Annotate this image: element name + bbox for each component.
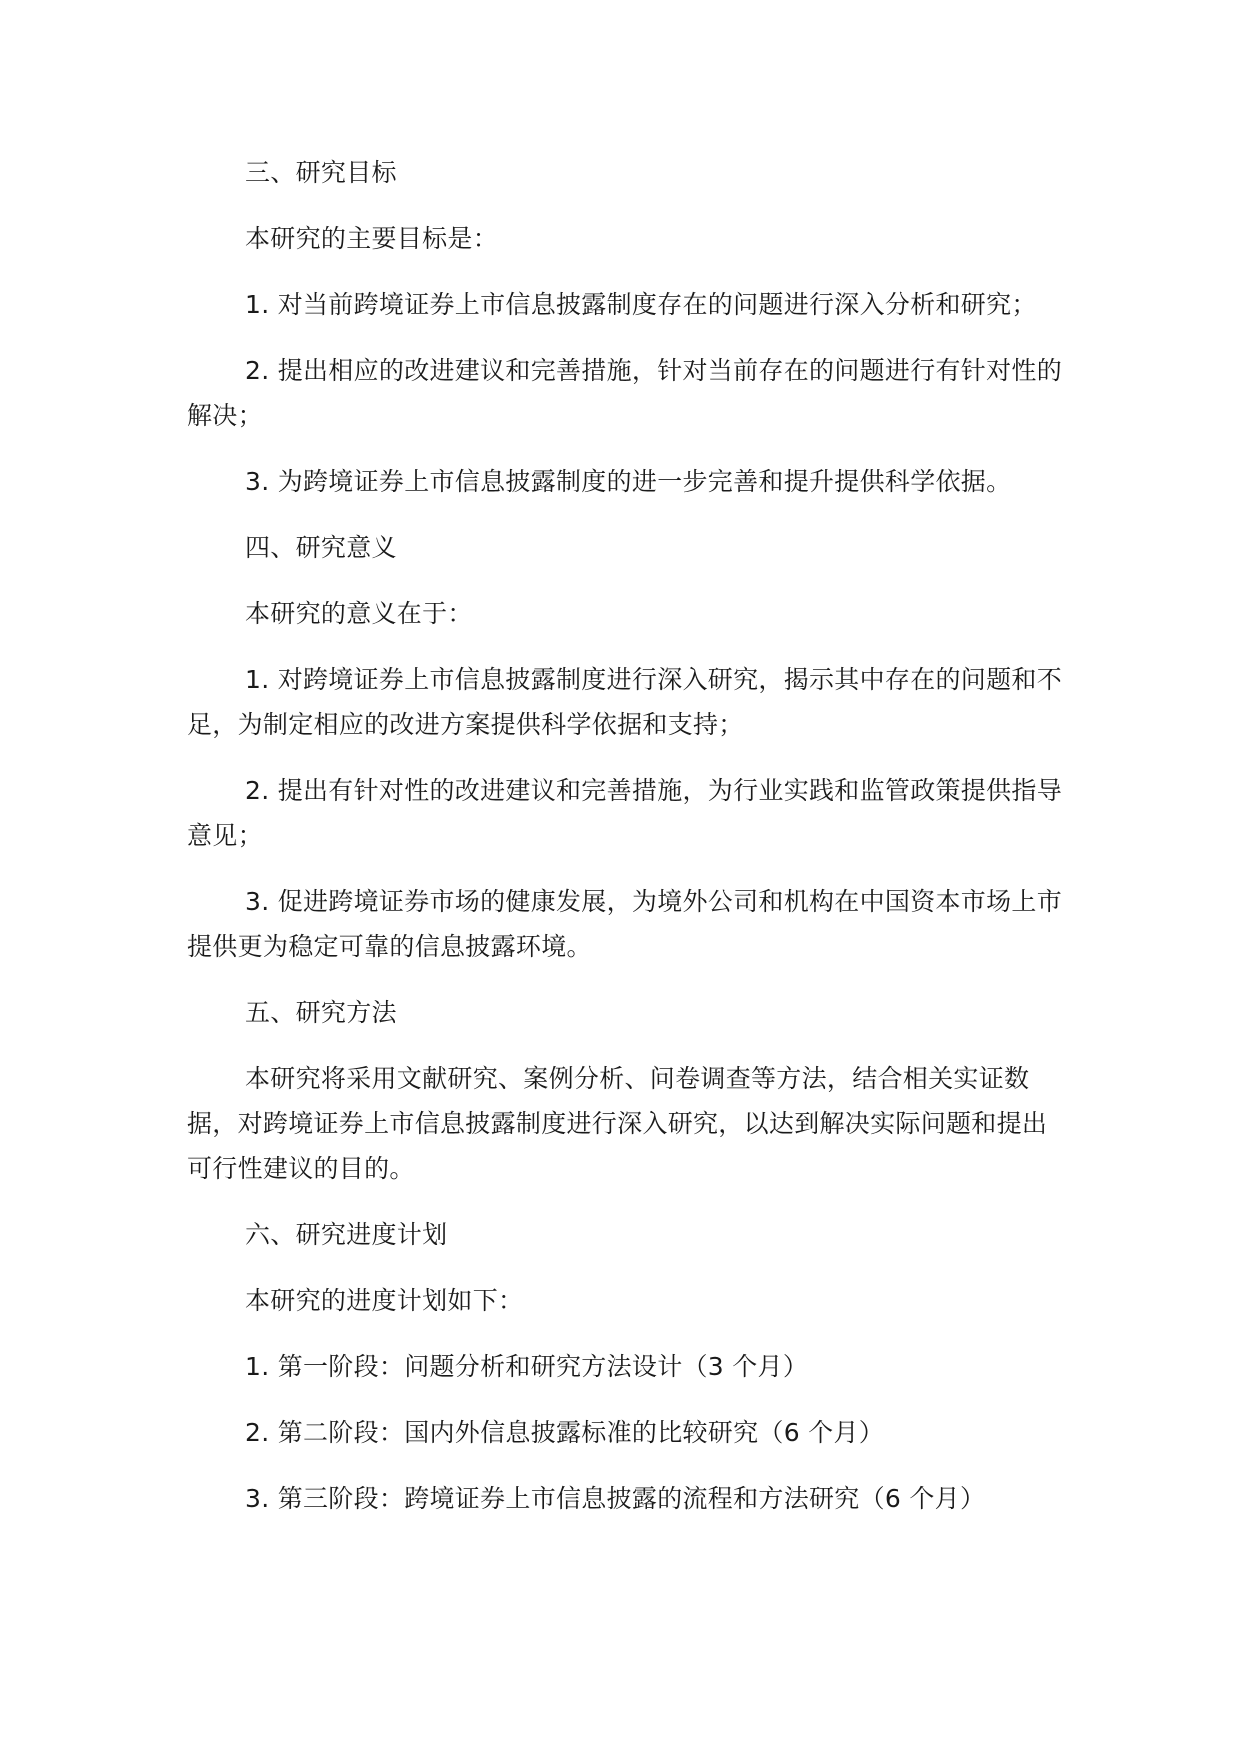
schedule-stage-2: 2. 第二阶段：国内外信息披露标准的比较研究（6 个月）: [245, 1418, 885, 1447]
methods-paragraph: 本研究将采用文献研究、案例分析、问卷调查等方法，结合相关实证数据，对跨境证券上市信息披露制度进行深入研究，以达到解决实际问题和提出可行性建议的目的。: [187, 1064, 1048, 1183]
significance-item-1: 1. 对跨境证券上市信息披露制度进行深入研究，揭示其中存在的问题和不足，为制定相应的改进方案提供科学依据和支持；: [187, 665, 1063, 739]
significance-intro-paragraph: 本研究的意义在于：: [245, 599, 473, 628]
schedule-stage-1: 1. 第一阶段：问题分析和研究方法设计（3 个月）: [245, 1352, 809, 1381]
section-heading-research-methods: 五、研究方法: [245, 998, 397, 1027]
goal-item-3: 3. 为跨境证券上市信息披露制度的进一步完善和提升提供科学依据。: [245, 467, 1012, 496]
significance-item-2: 2. 提出有针对性的改进建议和完善措施，为行业实践和监管政策提供指导意见；: [187, 776, 1063, 850]
goal-item-1: 1. 对当前跨境证券上市信息披露制度存在的问题进行深入分析和研究；: [245, 290, 1037, 319]
section-heading-research-schedule: 六、研究进度计划: [245, 1220, 448, 1249]
goals-intro-paragraph: 本研究的主要目标是：: [245, 224, 499, 253]
section-heading-research-goals: 三、研究目标: [245, 158, 397, 187]
significance-item-3: 3. 促进跨境证券市场的健康发展，为境外公司和机构在中国资本市场上市提供更为稳定可靠的信息披露环境。: [187, 887, 1063, 961]
section-heading-research-significance: 四、研究意义: [245, 533, 397, 562]
schedule-intro-paragraph: 本研究的进度计划如下：: [245, 1286, 524, 1315]
document-body: [187, 150, 1067, 1521]
goal-item-2: 2. 提出相应的改进建议和完善措施，针对当前存在的问题进行有针对性的解决；: [187, 356, 1063, 430]
schedule-stage-3: 3. 第三阶段：跨境证券上市信息披露的流程和方法研究（6 个月）: [245, 1484, 986, 1513]
